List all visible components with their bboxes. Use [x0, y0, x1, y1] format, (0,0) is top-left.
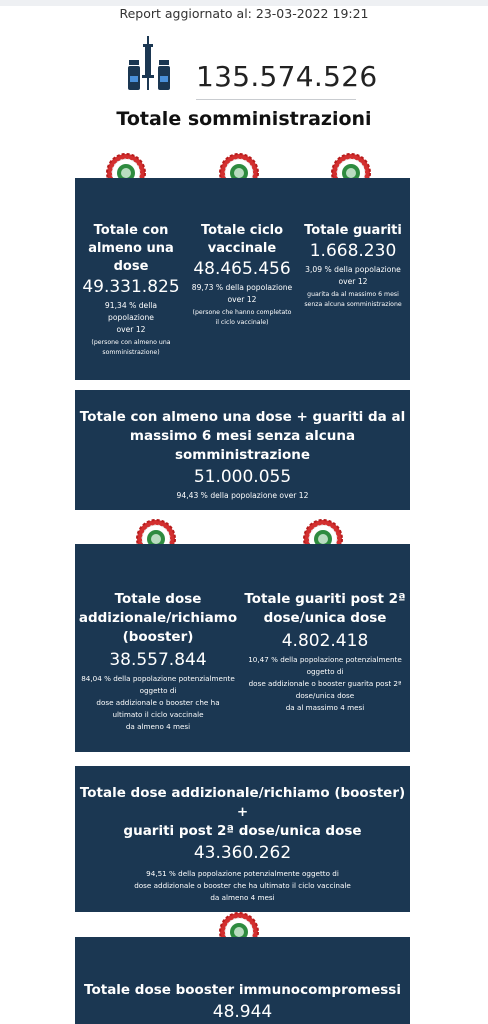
stat-note [301, 290, 405, 310]
title-line: dose/unica dose [263, 610, 387, 626]
note-line: 84,04 % della popolazione potenzialmente [81, 674, 235, 683]
stat-value: 43.360.262 [193, 843, 292, 863]
title-line: Totale con almeno una dose + guariti da al [79, 409, 406, 425]
stat-percentage: 94,43 % della popolazione over 12 [176, 491, 309, 500]
title-line: Totale dose [114, 591, 202, 607]
note-line: (persone con almeno una [91, 339, 171, 346]
stat-note [243, 654, 407, 714]
stat-booster [77, 590, 239, 733]
report-timestamp: Report aggiornato al: 23-03-2022 19:21 [119, 6, 369, 21]
title-line: addizionale/richiamo [78, 610, 238, 626]
note-line: oggetto di [139, 686, 177, 695]
total-administrations-label: Totale somministrazioni [116, 108, 372, 130]
pct-line: over 12 [227, 295, 257, 304]
card-dose-plus-recovered [75, 390, 410, 510]
divider [196, 99, 356, 100]
stat-recovered [301, 222, 405, 310]
title-line: Totale guariti [304, 223, 402, 238]
stat-percentage [301, 264, 405, 288]
note-line: oggetto di [306, 667, 344, 676]
stat-at-least-one-dose [81, 222, 181, 358]
stat-title [75, 408, 410, 465]
note-line: da almeno 4 mesi [210, 893, 275, 902]
note-line: somministrazione) [102, 349, 160, 356]
title-line: guariti post 2ª dose/unica dose [123, 823, 362, 839]
card-booster-plus-recovered [75, 766, 410, 912]
title-line: Totale con [93, 223, 169, 238]
stat-booster-immunocompromised [75, 981, 410, 1023]
note-line: dose addizionale o booster guarita post 2ª [248, 679, 402, 688]
vaccine-vials-icon [126, 36, 172, 92]
stat-title: Totale dose booster immunocompromessi [84, 982, 401, 998]
note-line: (persone che hanno completato [192, 309, 292, 316]
stat-title [243, 590, 407, 628]
stat-booster-plus-recovered [75, 784, 410, 904]
pct-line: 3,09 % della popolazione [305, 265, 401, 274]
note-line: dose addizionale o booster che ha [96, 698, 220, 707]
note-line: senza alcuna somministrazione [304, 301, 402, 308]
card-vaccination-summary [75, 178, 410, 380]
stat-title [81, 222, 181, 276]
note-line: da almeno 4 mesi [125, 722, 191, 731]
note-line: il ciclo vaccinale) [215, 319, 269, 326]
stat-value: 48.944 [212, 1002, 273, 1022]
card-booster-immunocompromised [75, 937, 410, 1024]
stat-percentage [81, 300, 181, 336]
title-line: vaccinale [207, 241, 277, 256]
stat-value: 4.802.418 [281, 631, 369, 651]
stat-value: 48.465.456 [193, 259, 291, 279]
note-line: dose addizionale o booster che ha ultimato il ciclo vaccinale [134, 881, 351, 890]
title-line: massimo 6 mesi senza alcuna somministrazione [129, 428, 356, 463]
note-line: dose/unica dose [295, 691, 355, 700]
card-booster-summary [75, 544, 410, 752]
title-line: almeno una [88, 241, 174, 256]
stat-full-cycle [191, 222, 293, 328]
stat-dose-plus-recovered [75, 408, 410, 502]
pct-line: over 12 [116, 325, 146, 334]
stat-value: 38.557.844 [109, 650, 207, 670]
stat-value: 49.331.825 [82, 277, 180, 297]
title-line: Totale ciclo [200, 223, 284, 238]
pct-line: 89,73 % della popolazione [191, 283, 293, 292]
pct-line: over 12 [338, 277, 368, 286]
stat-percentage [191, 282, 293, 306]
note-line: 10,47 % della popolazione potenzialmente [248, 655, 402, 664]
stat-recovered-post-dose [243, 590, 407, 714]
pct-line: 91,34 % della popolazione [104, 301, 158, 322]
stat-note [191, 308, 293, 328]
stat-value: 1.668.230 [309, 241, 397, 261]
stat-title [191, 222, 293, 258]
stat-note [81, 338, 181, 358]
title-line: Totale guariti post 2ª [244, 591, 406, 607]
stat-note [77, 673, 239, 733]
stat-note [75, 868, 410, 904]
stat-title [77, 590, 239, 647]
stat-title [75, 784, 410, 841]
title-line: Totale dose addizionale/richiamo (booster) + [79, 785, 406, 820]
note-line: ultimato il ciclo vaccinale [112, 710, 204, 719]
stat-title [301, 222, 405, 240]
stat-value: 51.000.055 [193, 467, 292, 487]
note-line: da al massimo 4 mesi [285, 703, 365, 712]
title-line: (booster) [122, 629, 194, 645]
note-line: guarita da al massimo 6 mesi [307, 291, 399, 298]
note-line: 94,51 % della popolazione potenzialmente oggetto di [146, 869, 339, 878]
title-line: dose [113, 259, 149, 274]
total-administrations-value: 135.574.526 [196, 60, 378, 93]
